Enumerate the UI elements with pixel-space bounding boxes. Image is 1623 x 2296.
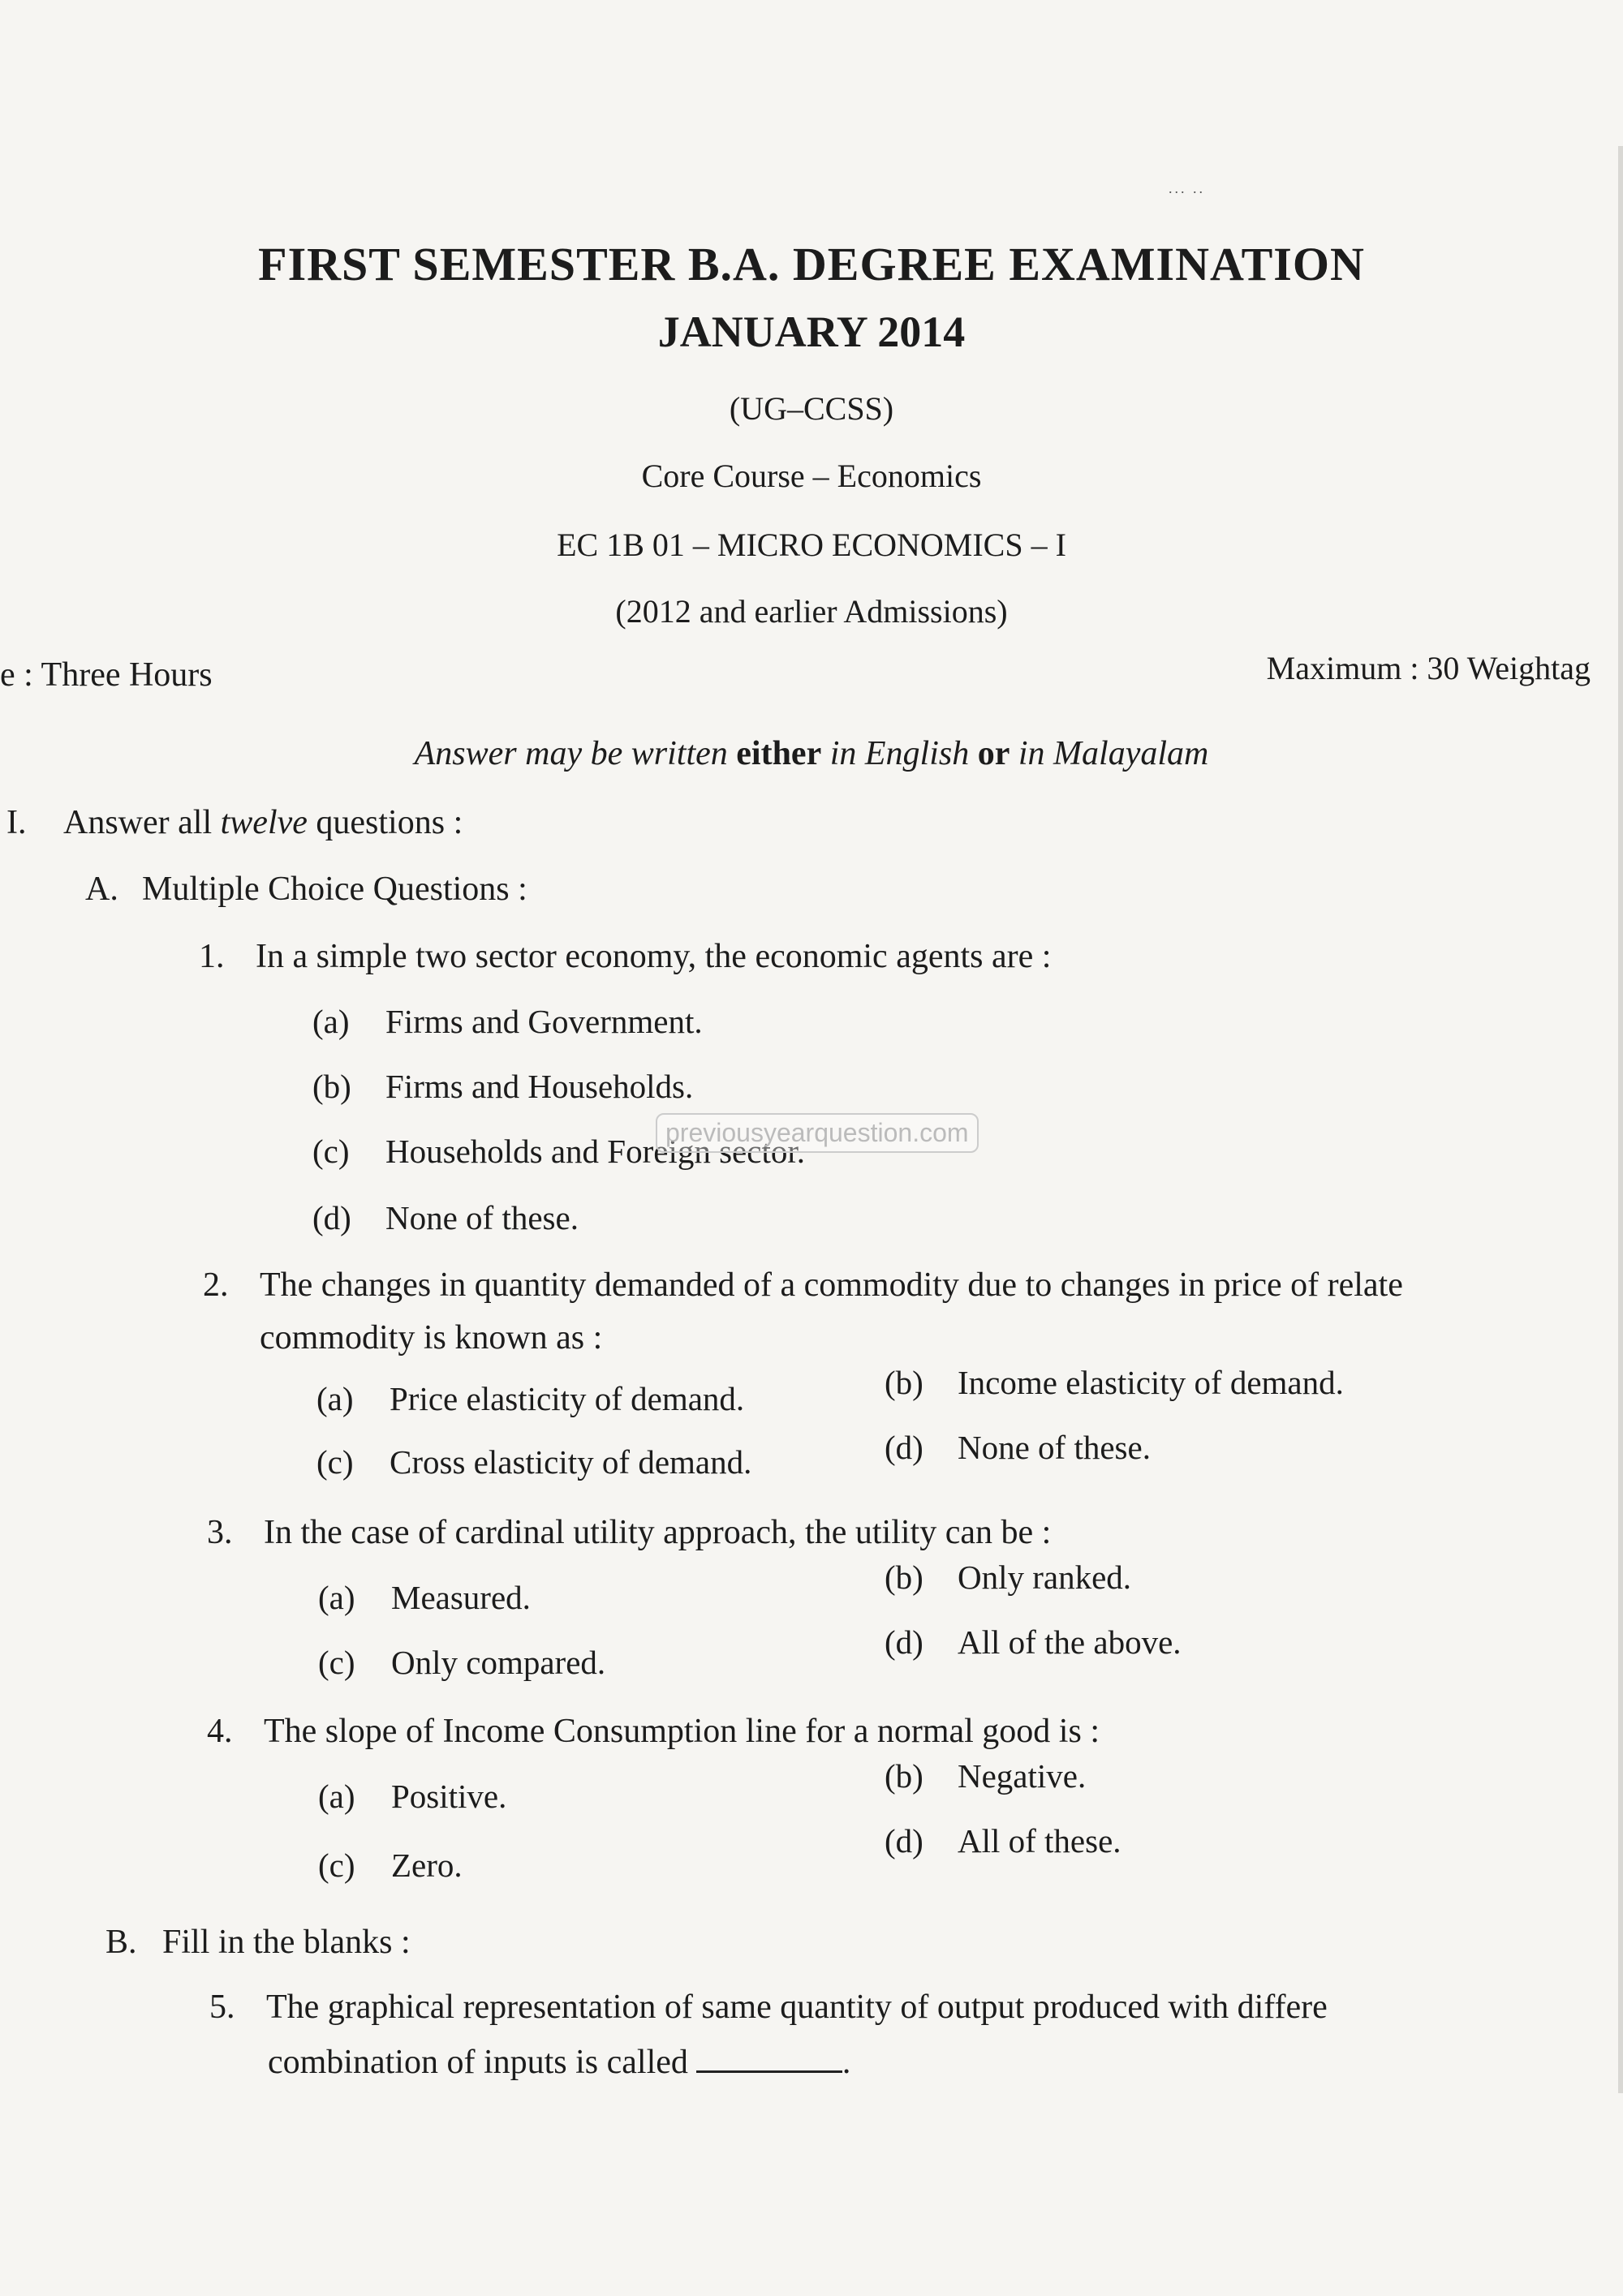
exam-title: FIRST SEMESTER B.A. DEGREE EXAMINATION	[258, 238, 1365, 290]
header-stamp: ... ..	[1169, 180, 1205, 196]
section-b-heading: B. Fill in the blanks :	[105, 1924, 411, 1961]
exam-scheme: (UG–CCSS)	[729, 390, 894, 427]
site-watermark: previousyearquestion.com	[656, 1113, 979, 1153]
question-5: 5. The graphical representation of same quantity of output produced with differe	[209, 1989, 1328, 2026]
q4-option-d: (d) All of these.	[885, 1822, 1121, 1860]
q3-option-c: (c) Only compared.	[318, 1644, 606, 1681]
exam-duration: e : Three Hours	[0, 656, 213, 694]
q1-option-c: (c) Households and Foreign sector.	[312, 1133, 805, 1170]
question-2-continued: commodity is known as :	[260, 1319, 603, 1357]
q1-option-b: (b) Firms and Households.	[312, 1068, 694, 1105]
q3-option-b: (b) Only ranked.	[885, 1559, 1132, 1596]
q2-option-c: (c) Cross elasticity of demand.	[316, 1443, 752, 1481]
section-i-heading: I. Answer all twelve questions :	[6, 804, 463, 841]
q4-option-a: (a) Positive.	[318, 1778, 507, 1815]
q1-option-a: (a) Firms and Government.	[312, 1003, 703, 1040]
question-5-continued: combination of inputs is called .	[268, 2044, 851, 2081]
admissions-note: (2012 and earlier Admissions)	[615, 593, 1008, 630]
language-instruction: Answer may be written either in English or in Malayalam	[414, 735, 1209, 772]
question-4: 4. The slope of Income Consumption line for a normal good is :	[207, 1713, 1100, 1750]
q2-option-d: (d) None of these.	[885, 1429, 1151, 1466]
maximum-weightage: Maximum : 30 Weightag	[1266, 650, 1591, 686]
question-1: 1. In a simple two sector economy, the economic agents are :	[199, 938, 1052, 975]
page-edge-shadow	[1618, 146, 1623, 2093]
q2-option-b: (b) Income elasticity of demand.	[885, 1364, 1344, 1401]
section-a-heading: A. Multiple Choice Questions :	[85, 871, 527, 908]
q4-option-c: (c) Zero.	[318, 1847, 463, 1884]
question-2: 2. The changes in quantity demanded of a commodity due to changes in price of relate	[203, 1266, 1403, 1304]
q4-option-b: (b) Negative.	[885, 1757, 1087, 1795]
exam-date: JANUARY 2014	[657, 307, 966, 356]
q3-option-d: (d) All of the above.	[885, 1623, 1182, 1661]
course-name: Core Course – Economics	[641, 458, 982, 494]
q2-option-a: (a) Price elasticity of demand.	[316, 1380, 745, 1417]
answer-blank	[696, 2070, 842, 2073]
paper-code: EC 1B 01 – MICRO ECONOMICS – I	[557, 527, 1066, 563]
question-3: 3. In the case of cardinal utility approach, the utility can be :	[207, 1514, 1052, 1551]
q1-option-d: (d) None of these.	[312, 1199, 579, 1236]
q3-option-a: (a) Measured.	[318, 1579, 531, 1616]
